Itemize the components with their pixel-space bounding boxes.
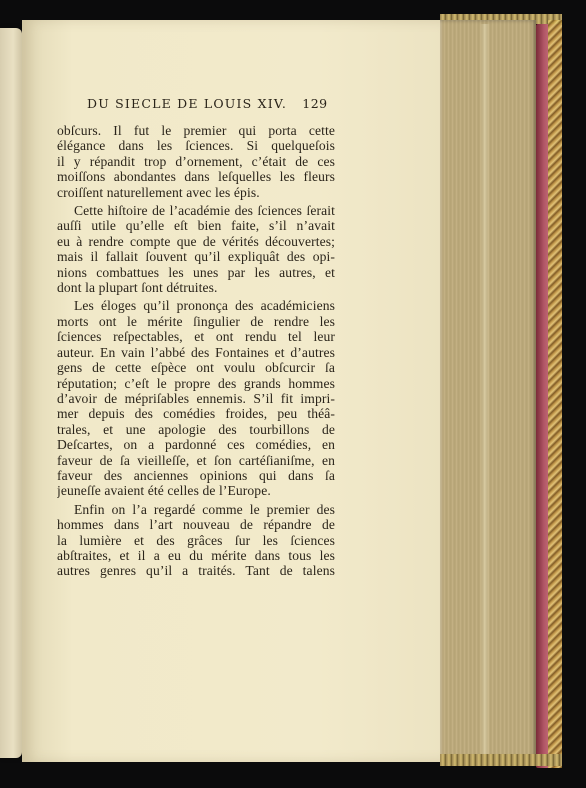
text-line: mer depuis des comédies froides, peu théâ- bbox=[57, 406, 335, 422]
facing-page-edge bbox=[0, 28, 22, 758]
text-line: il y répandit trop d’ornement, c’était de ces bbox=[57, 153, 335, 169]
running-header bbox=[87, 96, 327, 111]
text-line: nions combattues les unes par les autres, et bbox=[57, 264, 335, 280]
text-line: mais il fallait ſouvent qu’il expliquât des opi- bbox=[57, 249, 335, 265]
page-number: 129 bbox=[302, 96, 328, 111]
text-line: auteur. En vain l’abbé des Fontaines et d’autres bbox=[57, 344, 335, 360]
text-line: faveur des anciennes opinions qui dans ſa bbox=[57, 467, 335, 483]
text-line: morts ont le mérite ſingulier de rendre les bbox=[57, 313, 335, 329]
text-line: Enfin on l’a regardé comme le premier des bbox=[74, 501, 335, 517]
text-line: ſciences reſpectables, et ont rendu tel leur bbox=[57, 329, 335, 345]
body-text bbox=[57, 123, 335, 579]
text-line: hommes dans l’art nouveau de répandre de bbox=[57, 517, 335, 533]
text-line: autres genres qu’il a traités. Tant de talens bbox=[57, 563, 335, 579]
text-line: dont la plupart ſont détruites. bbox=[57, 280, 218, 296]
text-line: Les éloges qu’il prononça des académiciens bbox=[74, 298, 335, 314]
text-line: jeuneſſe avaient été celles de l’Europe. bbox=[57, 483, 271, 499]
text-line: Cette hiſtoire de l’académie des ſciences ſerait bbox=[74, 203, 335, 219]
text-line: d’avoir de mépriſables ennemis. S’il fit impri- bbox=[57, 390, 335, 406]
text-line: élégance dans les ſciences. Si quelqueſois bbox=[57, 138, 335, 154]
text-line: Deſcartes, on a pardonné ces comédies, en bbox=[57, 437, 335, 453]
text-line: trales, et une apologie des tourbillons de bbox=[57, 421, 335, 437]
page-edge-highlight bbox=[480, 24, 490, 754]
text-line: auſſi utile qu’elle eſt bien faite, s’il n’avait bbox=[57, 218, 335, 234]
text-line: moiſſons abondantes dans leſquelles les fleurs bbox=[57, 169, 335, 185]
text-line: croiſſent naturellement avec les épis. bbox=[57, 184, 260, 200]
text-line: réputation; c’eſt le propre des grands hommes bbox=[57, 375, 335, 391]
text-line: la lumière et des grâces ſur les ſciences bbox=[57, 532, 335, 548]
text-line: abſtraites, et il a eu du mérite dans tous les bbox=[57, 547, 335, 563]
text-line: obſcurs. Il fut le premier qui porta cette bbox=[57, 123, 335, 138]
tailband bbox=[440, 754, 562, 766]
running-title: DU SIECLE DE LOUIS XIV. bbox=[87, 96, 288, 111]
text-line: gens de cette eſpèce ont voulu obſcurcir ſa bbox=[57, 360, 335, 376]
text-line: faveur de ſa vieilleſſe, et ſon cartéſianiſme, en bbox=[57, 452, 335, 468]
gilt-binding-edge bbox=[548, 20, 562, 768]
text-line: eu à rendre compte que de vérités découvertes; bbox=[57, 233, 335, 249]
